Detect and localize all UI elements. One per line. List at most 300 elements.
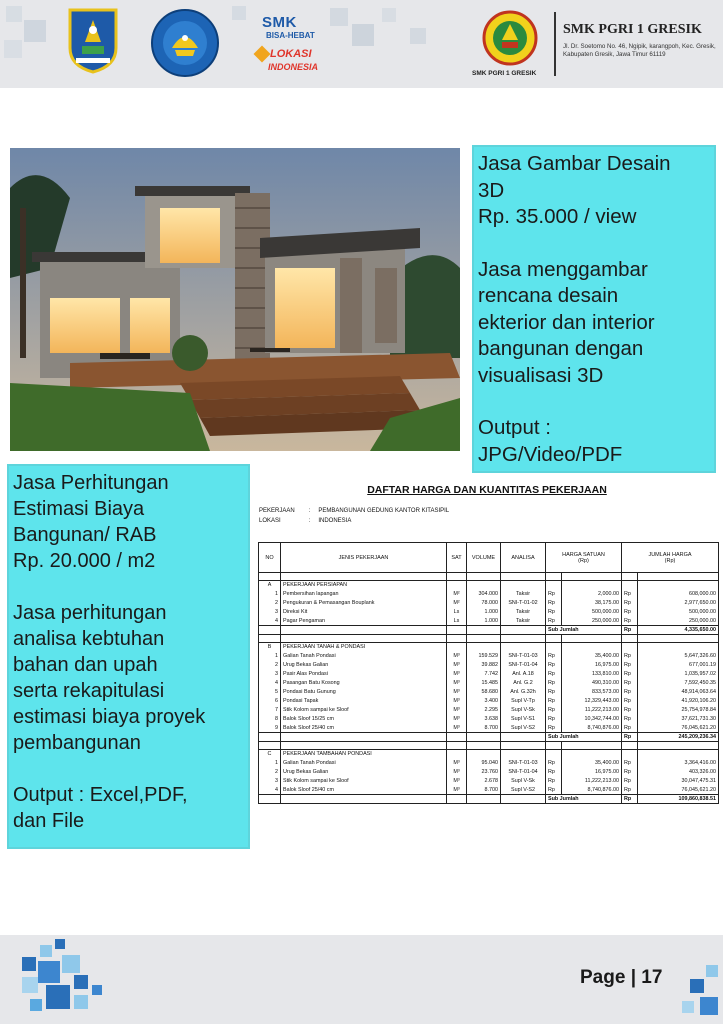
rab-cell-sat: M³ bbox=[447, 759, 467, 768]
rab-cell-rp: Rp bbox=[546, 715, 562, 724]
pgri-school-logo bbox=[482, 10, 538, 66]
rab-cell-jenis: Pasangan Batu Kosong bbox=[281, 679, 447, 688]
rab-cell-volume: 2.295 bbox=[467, 706, 501, 715]
service-3d-description-line: bangunan dengan bbox=[478, 337, 644, 360]
rab-empty-cell bbox=[562, 573, 622, 581]
rab-cell-sat: M³ bbox=[447, 697, 467, 706]
rab-cell-harga: 38,175.00 bbox=[562, 599, 622, 608]
table-row bbox=[259, 590, 719, 599]
table-row bbox=[259, 679, 719, 688]
rab-empty-cell bbox=[638, 573, 719, 581]
rab-cell-analisa: Taksir bbox=[501, 590, 546, 599]
rab-empty-cell bbox=[259, 573, 281, 581]
rab-cell-volume: 8.700 bbox=[467, 786, 501, 795]
service-3d-description-line: rencana desain bbox=[478, 284, 619, 307]
rab-cell-jumlah: 403,326.00 bbox=[638, 768, 719, 777]
rab-cell-analisa: Supl V-Sk bbox=[501, 777, 546, 786]
rab-cell-rp: Rp bbox=[546, 697, 562, 706]
rab-empty-cell bbox=[638, 742, 719, 750]
rab-section-row bbox=[259, 643, 719, 652]
tut-wuri-handayani-logo bbox=[150, 8, 220, 78]
table-row bbox=[259, 768, 719, 777]
rab-cell-no: 1 bbox=[259, 759, 281, 768]
rab-table-title: DAFTAR HARGA DAN KUANTITAS PEKERJAAN bbox=[367, 484, 607, 496]
footer-decor-square bbox=[62, 955, 80, 973]
rab-cell-rp: Rp bbox=[546, 608, 562, 617]
east-java-emblem-logo bbox=[66, 8, 120, 74]
header-decor-square bbox=[232, 6, 246, 20]
rab-cell-rp: Rp bbox=[622, 661, 638, 670]
rab-cell-jenis: Pondasi Batu Gunung bbox=[281, 688, 447, 697]
rab-table bbox=[258, 542, 719, 804]
page-number: Page | 17 bbox=[580, 967, 663, 988]
rab-cell-sat: M³ bbox=[447, 715, 467, 724]
service-3d-description-line: visualisasi 3D bbox=[478, 363, 604, 387]
rab-empty-cell bbox=[501, 733, 546, 742]
rab-header-jumlah-unit: (Rp) bbox=[664, 557, 676, 564]
rab-empty-cell bbox=[467, 643, 501, 652]
rab-subtotal-value: 245,209,236.34 bbox=[638, 733, 719, 742]
footer-decor-square bbox=[38, 961, 60, 983]
service-rab-title-line: Jasa Perhitungan bbox=[13, 472, 169, 494]
rab-header-harga-satuan bbox=[546, 543, 622, 573]
rab-cell-rp: Rp bbox=[622, 697, 638, 706]
rab-empty-cell bbox=[447, 733, 467, 742]
school-address: Jl. Dr. Soetomo No. 46, Ngipik, karangpoh, Kec. Gresik, Kabupaten Gresik, Jawa Timur 61119 bbox=[563, 43, 716, 58]
rab-cell-analisa: Anl. G.32h bbox=[501, 688, 546, 697]
rab-header-harga-label: HARGA SATUAN bbox=[562, 551, 605, 558]
rab-cell-rp: Rp bbox=[622, 724, 638, 733]
rab-cell-jumlah: 25,754,978.84 bbox=[638, 706, 719, 715]
rab-cell-no: 5 bbox=[259, 688, 281, 697]
rab-cell-sat: M³ bbox=[447, 786, 467, 795]
rab-empty-cell bbox=[447, 795, 467, 804]
service-rab-description-line: pembangunan bbox=[13, 732, 141, 754]
rab-empty-cell bbox=[501, 635, 546, 643]
rab-cell-jenis: Balok Sloof 15/25 cm bbox=[281, 715, 447, 724]
rab-empty-cell bbox=[467, 742, 501, 750]
table-row bbox=[259, 777, 719, 786]
service-rab-output-line: dan File bbox=[13, 810, 85, 832]
rab-cell-rp: Rp bbox=[622, 590, 638, 599]
rab-cell-jumlah: 500,000.00 bbox=[638, 608, 719, 617]
rab-empty-cell bbox=[562, 643, 622, 652]
rab-subtotal-row bbox=[259, 795, 719, 804]
rab-cell-jenis: Balok Sloof 25/40 cm bbox=[281, 786, 447, 795]
rab-cell-rp: Rp bbox=[546, 652, 562, 661]
school-name: SMK PGRI 1 GRESIK bbox=[563, 22, 702, 37]
rab-empty-cell bbox=[638, 643, 719, 652]
rab-cell-analisa: SNI-T-01-03 bbox=[501, 759, 546, 768]
header-decor-square bbox=[24, 20, 46, 42]
rab-cell-sat: Ls bbox=[447, 608, 467, 617]
rab-cell-analisa: Taksir bbox=[501, 608, 546, 617]
footer-decor-square bbox=[682, 1001, 694, 1013]
service-rab-description-line: analisa kebtuhan bbox=[13, 628, 165, 650]
rab-empty-cell bbox=[281, 733, 447, 742]
service-rab-description-line: bahan dan upah bbox=[13, 654, 158, 676]
footer-decor-square bbox=[74, 975, 88, 989]
rab-empty-cell bbox=[447, 581, 467, 590]
table-row bbox=[259, 715, 719, 724]
rab-cell-sat: M³ bbox=[447, 768, 467, 777]
footer-decor-square bbox=[22, 957, 36, 971]
rab-cell-analisa: Taksir bbox=[501, 617, 546, 626]
lokasi-star-icon bbox=[254, 46, 271, 63]
service-rab-description-line: estimasi biaya proyek bbox=[13, 706, 206, 728]
service-3d-description-line: ekterior dan interior bbox=[478, 310, 655, 334]
rab-cell-volume: 3.400 bbox=[467, 697, 501, 706]
header-decor-square bbox=[330, 8, 348, 26]
rab-cell-jumlah: 76,045,621.20 bbox=[638, 786, 719, 795]
rab-cell-volume: 159.529 bbox=[467, 652, 501, 661]
rab-empty-cell bbox=[259, 795, 281, 804]
rab-cell-harga: 35,400.00 bbox=[562, 652, 622, 661]
rab-cell-volume: 39.882 bbox=[467, 661, 501, 670]
rab-cell-volume: 1.000 bbox=[467, 617, 501, 626]
rab-cell-volume: 3.638 bbox=[467, 715, 501, 724]
rab-empty-cell bbox=[562, 581, 622, 590]
footer-decor-square bbox=[30, 999, 42, 1011]
rab-cell-rp: Rp bbox=[546, 768, 562, 777]
footer-decor-square bbox=[690, 979, 704, 993]
rab-empty-cell bbox=[281, 795, 447, 804]
rab-cell-sat: M³ bbox=[447, 688, 467, 697]
rab-cell-no: 2 bbox=[259, 768, 281, 777]
rab-empty-cell bbox=[259, 635, 281, 643]
rab-empty-cell bbox=[501, 742, 546, 750]
rab-cell-sat: M³ bbox=[447, 679, 467, 688]
rab-subtotal-row bbox=[259, 626, 719, 635]
table-row bbox=[259, 599, 719, 608]
school-logo-caption: SMK PGRI 1 GRESIK bbox=[472, 70, 537, 77]
table-row bbox=[259, 706, 719, 715]
header-decor-square bbox=[382, 8, 396, 22]
rab-lokasi-label: LOKASI bbox=[259, 518, 281, 524]
rab-cell-jumlah: 250,000.00 bbox=[638, 617, 719, 626]
rab-empty-cell bbox=[638, 750, 719, 759]
service-3d-title-line: Jasa Gambar Desain bbox=[478, 152, 671, 175]
rab-cell-jumlah: 76,045,621.20 bbox=[638, 724, 719, 733]
rab-cell-jumlah: 37,621,731.30 bbox=[638, 715, 719, 724]
rab-cell-harga: 16,975.00 bbox=[562, 768, 622, 777]
table-row bbox=[259, 786, 719, 795]
rab-subtotal-value: 109,860,838.51 bbox=[638, 795, 719, 804]
rab-empty-cell bbox=[546, 573, 562, 581]
page-footer bbox=[0, 935, 723, 1024]
footer-decor-square bbox=[706, 965, 718, 977]
smk-logo-text: SMK bbox=[262, 14, 297, 31]
rab-subtotal-label: Sub Jumlah bbox=[546, 795, 622, 804]
rab-empty-cell bbox=[447, 742, 467, 750]
rab-empty-cell bbox=[562, 635, 622, 643]
rab-cell-jenis: Pembersihan lapangan bbox=[281, 590, 447, 599]
service-rab-title-line: Estimasi Biaya bbox=[13, 498, 145, 520]
rab-cell-no: 2 bbox=[259, 661, 281, 670]
rab-cell-rp: Rp bbox=[546, 617, 562, 626]
rab-cell-no: 1 bbox=[259, 652, 281, 661]
rab-cell-rp: Rp bbox=[546, 786, 562, 795]
lokasi-logo-text: LOKASI bbox=[270, 48, 312, 60]
rab-empty-cell bbox=[447, 626, 467, 635]
footer-decor-square bbox=[55, 939, 65, 949]
rab-cell-harga: 8,740,876.00 bbox=[562, 786, 622, 795]
rab-cell-analisa: Supl V-Sk bbox=[501, 706, 546, 715]
rab-cell-jenis: Balok Sloof 25/40 cm bbox=[281, 724, 447, 733]
rab-header-harga-unit: (Rp) bbox=[578, 557, 589, 564]
rab-cell-jenis: Direksi Kit bbox=[281, 608, 447, 617]
footer-decor-square bbox=[700, 997, 718, 1015]
rab-empty-cell bbox=[622, 742, 638, 750]
rab-cell-jumlah: 608,000.00 bbox=[638, 590, 719, 599]
rab-empty-cell bbox=[546, 581, 562, 590]
rab-empty-cell bbox=[467, 573, 501, 581]
rab-cell-rp: Rp bbox=[622, 786, 638, 795]
rab-cell-sat: M³ bbox=[447, 724, 467, 733]
rab-cell-rp: Rp bbox=[622, 795, 638, 804]
service-rab-description-line: serta rekapitulasi bbox=[13, 680, 165, 702]
rab-cell-harga: 500,000.00 bbox=[562, 608, 622, 617]
rab-header-sat: SAT bbox=[447, 543, 467, 573]
rab-cell-volume: 15.485 bbox=[467, 679, 501, 688]
rab-empty-cell bbox=[467, 635, 501, 643]
rab-cell-jenis: Urug Bekas Galian bbox=[281, 768, 447, 777]
rab-empty-cell bbox=[501, 626, 546, 635]
header-divider bbox=[554, 12, 556, 76]
rab-cell-no: 3 bbox=[259, 777, 281, 786]
rab-empty-cell bbox=[467, 581, 501, 590]
rab-cell-jenis: Stik Kolom sampai ke Sloof bbox=[281, 706, 447, 715]
rab-cell-jumlah: 677,001.19 bbox=[638, 661, 719, 670]
rab-empty-cell bbox=[501, 795, 546, 804]
header-decor-square bbox=[352, 24, 374, 46]
rab-header-row bbox=[259, 543, 719, 573]
rab-cell-volume: 23.760 bbox=[467, 768, 501, 777]
rab-empty-cell bbox=[281, 742, 447, 750]
rab-cell-harga: 11,222,213.00 bbox=[562, 777, 622, 786]
rab-cell-rp: Rp bbox=[546, 670, 562, 679]
rab-section-code: C bbox=[259, 750, 281, 759]
rab-empty-cell bbox=[622, 643, 638, 652]
rab-cell-jenis: Urug Bekas Galian bbox=[281, 661, 447, 670]
rab-header-jumlah bbox=[622, 543, 719, 573]
service-rab-box bbox=[7, 464, 250, 849]
rab-cell-no: 2 bbox=[259, 599, 281, 608]
rab-cell-volume: 1.000 bbox=[467, 608, 501, 617]
rab-section-code: A bbox=[259, 581, 281, 590]
rab-cell-volume: 304.000 bbox=[467, 590, 501, 599]
rab-cell-jumlah: 48,914,063.64 bbox=[638, 688, 719, 697]
rab-empty-cell bbox=[546, 635, 562, 643]
page-header bbox=[0, 0, 723, 88]
rab-cell-jenis: Stik Kolom sampai ke Sloof bbox=[281, 777, 447, 786]
table-row bbox=[259, 670, 719, 679]
rab-cell-jumlah: 41,920,106.20 bbox=[638, 697, 719, 706]
rab-cell-jenis: Pondasi Tapak bbox=[281, 697, 447, 706]
rab-cell-sat: M³ bbox=[447, 777, 467, 786]
rab-cell-no: 4 bbox=[259, 786, 281, 795]
rab-header-jumlah-label: JUMLAH HARGA bbox=[648, 551, 692, 558]
rab-cell-rp: Rp bbox=[622, 706, 638, 715]
rab-cell-rp: Rp bbox=[622, 768, 638, 777]
table-row bbox=[259, 617, 719, 626]
rab-cell-volume: 2.678 bbox=[467, 777, 501, 786]
rab-header-analisa: ANALISA bbox=[501, 543, 546, 573]
rab-empty-cell bbox=[622, 581, 638, 590]
rab-empty-cell bbox=[281, 626, 447, 635]
rab-empty-cell bbox=[622, 750, 638, 759]
rab-empty-cell bbox=[546, 643, 562, 652]
table-row bbox=[259, 652, 719, 661]
rab-section-code: B bbox=[259, 643, 281, 652]
service-3d-description-line: Jasa menggambar bbox=[478, 257, 648, 281]
rab-cell-no: 1 bbox=[259, 590, 281, 599]
rab-cell-no: 4 bbox=[259, 679, 281, 688]
rab-cell-rp: Rp bbox=[546, 777, 562, 786]
rab-empty-cell bbox=[562, 750, 622, 759]
rab-section-name: PEKERJAAN TANAH & PONDASI bbox=[281, 643, 447, 652]
rab-empty-cell bbox=[259, 626, 281, 635]
service-3d-output-formats: JPG/Video/PDF bbox=[478, 442, 623, 466]
rab-cell-rp: Rp bbox=[622, 670, 638, 679]
rab-empty-cell bbox=[447, 635, 467, 643]
rab-cell-sat: M³ bbox=[447, 652, 467, 661]
rab-header-no: NO bbox=[259, 543, 281, 573]
service-3d-output-label: Output : bbox=[478, 416, 551, 439]
rab-cell-rp: Rp bbox=[622, 679, 638, 688]
rab-pekerjaan-label: PEKERJAAN bbox=[259, 508, 295, 514]
rab-section-name: PEKERJAAN TAMBAHAN PONDASI bbox=[281, 750, 447, 759]
rab-cell-sat: M² bbox=[447, 590, 467, 599]
rab-cell-harga: 12,329,443.00 bbox=[562, 697, 622, 706]
rab-empty-cell bbox=[281, 573, 447, 581]
rab-cell-volume: 8.700 bbox=[467, 724, 501, 733]
smk-logo-subtext: BISA-HEBAT bbox=[266, 31, 315, 40]
rab-empty-cell bbox=[447, 750, 467, 759]
rab-cell-no: 6 bbox=[259, 697, 281, 706]
table-row bbox=[259, 608, 719, 617]
service-rab-title-line: Bangunan/ RAB bbox=[13, 524, 157, 546]
rab-cell-jenis: Galian Tanah Pondasi bbox=[281, 652, 447, 661]
rab-cell-harga: 8,740,876.00 bbox=[562, 724, 622, 733]
rab-cell-rp: Rp bbox=[546, 661, 562, 670]
rab-cell-jenis: Pasir Alas Pondasi bbox=[281, 670, 447, 679]
rab-location-line bbox=[259, 518, 351, 524]
rab-empty-cell bbox=[467, 626, 501, 635]
rab-cell-rp: Rp bbox=[546, 590, 562, 599]
rab-cell-rp: Rp bbox=[546, 706, 562, 715]
rab-cell-sat: M³ bbox=[447, 661, 467, 670]
rab-table-body bbox=[259, 573, 719, 804]
rab-cell-analisa: Supl V-S1 bbox=[501, 715, 546, 724]
rab-spacer-row bbox=[259, 573, 719, 581]
rab-cell-jenis: Galian Tanah Pondasi bbox=[281, 759, 447, 768]
rab-empty-cell bbox=[501, 573, 546, 581]
rab-cell-jumlah: 30,047,475.31 bbox=[638, 777, 719, 786]
rab-cell-rp: Rp bbox=[622, 626, 638, 635]
rab-colon: : bbox=[308, 518, 311, 524]
header-decor-square bbox=[6, 6, 22, 22]
lokasi-logo-subtext: INDONESIA bbox=[268, 62, 319, 72]
rab-cell-sat: M² bbox=[447, 599, 467, 608]
rab-cell-volume: 58.680 bbox=[467, 688, 501, 697]
rab-empty-cell bbox=[622, 573, 638, 581]
rab-empty-cell bbox=[501, 643, 546, 652]
table-row bbox=[259, 688, 719, 697]
rab-empty-cell bbox=[546, 742, 562, 750]
table-row bbox=[259, 759, 719, 768]
rab-spacer-row bbox=[259, 742, 719, 750]
rab-subtotal-value: 4,335,650.00 bbox=[638, 626, 719, 635]
rab-cell-analisa: Supl V-Tp bbox=[501, 697, 546, 706]
rab-cell-jenis: Pengukuran & Pemasangan Bouplank bbox=[281, 599, 447, 608]
rab-empty-cell bbox=[467, 733, 501, 742]
rab-empty-cell bbox=[467, 795, 501, 804]
rab-empty-cell bbox=[622, 635, 638, 643]
rab-empty-cell bbox=[281, 635, 447, 643]
rab-cell-no: 7 bbox=[259, 706, 281, 715]
service-3d-title-line: 3D bbox=[478, 178, 505, 202]
rab-cell-no: 8 bbox=[259, 715, 281, 724]
rab-cell-rp: Rp bbox=[622, 777, 638, 786]
rab-subtotal-label: Sub Jumlah bbox=[546, 733, 622, 742]
rab-cell-rp: Rp bbox=[622, 617, 638, 626]
rab-subtotal-row bbox=[259, 733, 719, 742]
rab-cell-rp: Rp bbox=[546, 599, 562, 608]
rab-cell-rp: Rp bbox=[622, 652, 638, 661]
rab-cell-analisa: Anl. G.2 bbox=[501, 679, 546, 688]
rab-cell-analisa: SNI-T-01-02 bbox=[501, 599, 546, 608]
rab-cell-analisa: SNI-T-01-03 bbox=[501, 652, 546, 661]
footer-decor-square bbox=[46, 985, 70, 1009]
service-rab-description-line: Jasa perhitungan bbox=[13, 602, 167, 624]
rab-cell-sat: M³ bbox=[447, 670, 467, 679]
header-decor-square bbox=[410, 28, 426, 44]
header-decor-square bbox=[4, 40, 22, 58]
footer-decor-square bbox=[40, 945, 52, 957]
rab-empty-cell bbox=[638, 581, 719, 590]
rab-cell-no: 9 bbox=[259, 724, 281, 733]
rab-cell-analisa: SNI-T-01-04 bbox=[501, 768, 546, 777]
rab-cell-sat: Ls bbox=[447, 617, 467, 626]
rab-section-row bbox=[259, 581, 719, 590]
rab-cell-harga: 2,000.00 bbox=[562, 590, 622, 599]
rab-cell-volume: 95.040 bbox=[467, 759, 501, 768]
rab-cell-no: 3 bbox=[259, 608, 281, 617]
rab-lokasi-value: INDONESIA bbox=[318, 518, 352, 524]
rab-header-volume: VOLUME bbox=[467, 543, 501, 573]
rab-cell-volume: 7.742 bbox=[467, 670, 501, 679]
rab-cell-jumlah: 2,977,650.00 bbox=[638, 599, 719, 608]
rab-cell-harga: 833,573.00 bbox=[562, 688, 622, 697]
rab-cell-rp: Rp bbox=[622, 688, 638, 697]
rab-empty-cell bbox=[638, 635, 719, 643]
rab-empty-cell bbox=[501, 581, 546, 590]
rab-cell-rp: Rp bbox=[546, 688, 562, 697]
rab-sample-table-image bbox=[253, 478, 721, 850]
table-row bbox=[259, 697, 719, 706]
service-3d-price: Rp. 35.000 / view bbox=[478, 205, 637, 228]
footer-decor-square bbox=[22, 977, 38, 993]
rab-colon: : bbox=[308, 508, 311, 514]
rab-cell-jumlah: 1,035,957.02 bbox=[638, 670, 719, 679]
rab-section-name: PEKERJAAN PERSIAPAN bbox=[281, 581, 447, 590]
rab-subtotal-label: Sub Jumlah bbox=[546, 626, 622, 635]
rab-empty-cell bbox=[467, 750, 501, 759]
rab-cell-rp: Rp bbox=[622, 733, 638, 742]
rab-cell-analisa: SNI-T-01-04 bbox=[501, 661, 546, 670]
rab-cell-harga: 10,342,744.00 bbox=[562, 715, 622, 724]
